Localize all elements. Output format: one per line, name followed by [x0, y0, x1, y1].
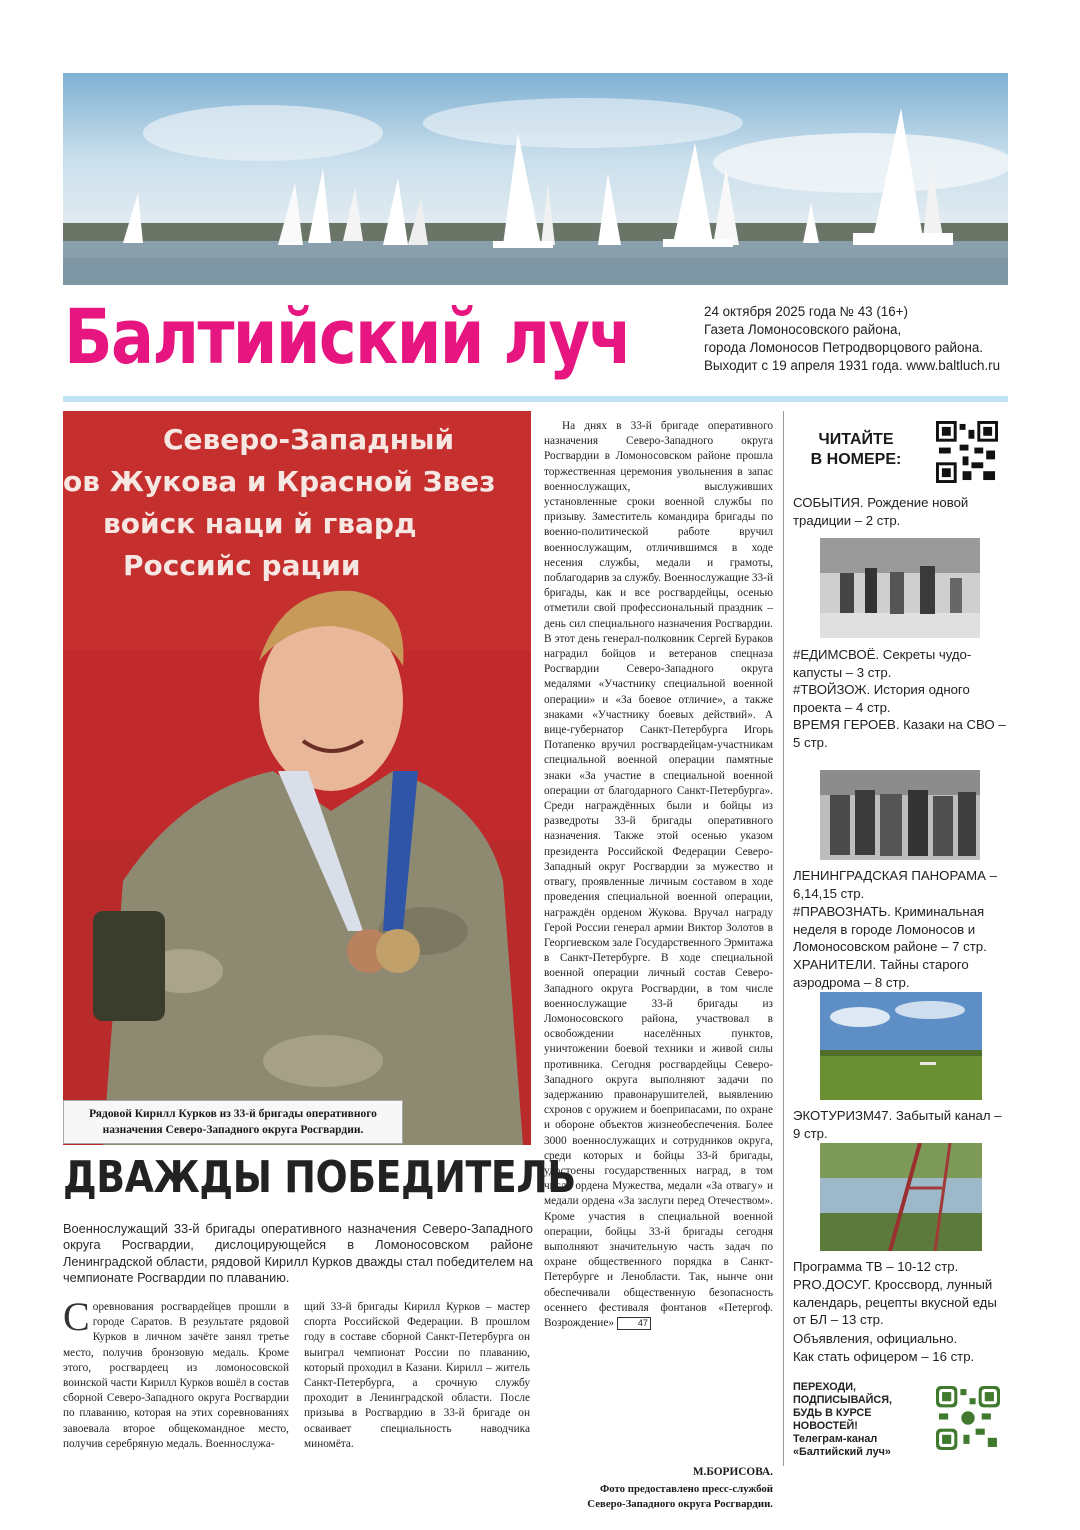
- newspaper-title: Балтийский луч: [64, 292, 631, 381]
- issue-date: 24 октября 2025 года № 43 (16+): [704, 304, 908, 319]
- telegram-promo: ПЕРЕХОДИ, ПОДПИСЫВАЙСЯ, БУДЬ В КУРСЕ НОВОСТЕЙ! Телеграм-канал «Балтийский луч»: [793, 1381, 892, 1458]
- sidebar-photo-canal: [820, 1143, 982, 1251]
- issue-desc-1: Газета Ломоносовского района,: [704, 322, 902, 337]
- photo-caption: Рядовой Кирилл Курков из 33-й бригады оперативного назначения Северо-Западного округа Росгвардии.: [63, 1100, 403, 1144]
- article-lead: Военнослужащий 33-й бригады оперативного назначения Северо-Западного округа Росгвардии, дислоцирующейся в Ломоносовском районе Ленинградской области, рядовой Кирилл Курков дважды стал победителем на чемпионате Росгвардии по плаванию.: [63, 1221, 533, 1286]
- sidebar-item-4: ВРЕМЯ ГЕРОЕВ. Казаки на СВО – 5 стр.: [793, 717, 1006, 750]
- sidebar-item-1: СОБЫТИЯ. Рождение новой традиции – 2 стр.: [793, 495, 969, 528]
- sidebar-item-7: ХРАНИТЕЛИ. Тайны старого аэродрома – 8 стр.: [793, 957, 969, 990]
- issue-info: [704, 303, 1014, 375]
- sidebar-photo-runners: [820, 538, 980, 638]
- masthead-photo-regatta: [63, 73, 1008, 285]
- dropcap: С: [63, 1294, 90, 1339]
- article-column-2: щий 33-й бригады Кирилл Курков – мастер спорта Российской Федерации. В прошлом году в составе сборной Санкт-Петербурга он выиграл чемпионат России по плаванию, который проходил в Казани. Кирилл – житель Санкт-Петербурга, а срочную службу проходит в Ленинградской области. После призыва в Росгвардию в 33-й бригаде он осваивает специальность наводчика миномёта.: [304, 1301, 530, 1450]
- article-author: М.БОРИСОВА.: [692, 1466, 773, 1478]
- article-column-3: На днях в 33-й бригаде оперативного назначения Северо-Западного округа Росгвардии в Ломоносовском районе прошла торжественная церемония увольнения в запас военнослужащих, выслуживших установленные сроки военной службы по призыву. Заместитель командира бригады по военно-политической работе вручил военнослужащим, отличившимся в ходе несения службы, медали и грамоты, поблагодарив за службу. Военнослужащие 33-й бригады, как и все росгвардейцы, осенью отметили свой профессиональный праздник – день сил специального назначения Росгвардии. В этот день генерал-полковник Сергей Бураков наградил бойцов и ветеранов спецназа Росгвардии Северо-Западного округа медалями «Участнику специальной военной операции» и «За боевое отличие», а также знаками «Участнику боевых действий». А вице-губернатор Санкт-Петербурга Игорь Потапенко вручил росгвардейцам-участникам специальной военной операции памятные знаки «За участие в специальной военной операции от благодарного Санкт-Петербурга». Среди награждённых были и бойцы из разведроты 33-й бригады оперативного назначения. Также этой осенью указом президента Российской Федерации Северо-Западный округ Росгвардии за мужество и отвагу, проявленные личным составом в ходе проведения специальной военной операции, награждён орденом Жукова. Вручал награду Герой России генерал армии Виктор Золотов в Георгиевском зале Государственного Эрмитажа в Санкт-Петербурге. В ходе специальной военной операции личный состав Северо-Западного округа Росгвардии, в том числе военнослужащие 33-й бригады из Ломоносовского района, участвовал в освобождении населённых пунктов, уничтожении боевой техники и живой силы противника. Сегодня росгвардейцы Северо-Западного округа выполняют задачи по задержанию правонарушителей, выявлению схронов с оружием и боеприпасами, по охране и обороне объектов жизнеобеспечения. Более 3000 военнослужащих и сотрудников округа, среди которых и бойцы 33-й бригады, удостоены государственных наград, в том числе ордена Мужества, медали «За отвагу» и медали ордена «За заслуги перед Отечеством». Кроме участия в специальной военной операции, бойцы 33-й бригады сегодня выполняют значительную часть задач по охране общественного порядка в Санкт-Петербурге и Ленобласти. Так, нынче они обеспечивали общественную безопасность осеннего фестиваля фонтанов «Петергоф. Возрождение» 47: [544, 420, 773, 1329]
- photo-credit: Фото предоставлено пресс-службой Северо-Западного округа Росгвардии.: [587, 1483, 773, 1510]
- issue-desc-3: Выходит с 19 апреля 1931 года. www.baltluch.ru: [704, 358, 1001, 373]
- masthead-divider: [63, 396, 1008, 402]
- sidebar-item-11: Объявления, официально.: [793, 1331, 958, 1346]
- sidebar-item-2: #ЕДИМСВОЁ. Секреты чудо-капусты – 3 стр.: [793, 647, 972, 680]
- sidebar-photo-cossacks: [820, 770, 980, 860]
- article-headline: ДВАЖДЫ ПОБЕДИТЕЛЬ: [63, 1152, 576, 1203]
- sidebar-item-9: Программа ТВ – 10-12 стр.: [793, 1259, 959, 1274]
- sidebar-item-8: ЭКОТУРИЗМ47. Забытый канал – 9 стр.: [793, 1108, 1002, 1141]
- column-divider: [783, 411, 784, 1466]
- telegram-qr-code-icon[interactable]: [936, 1386, 1000, 1450]
- sidebar-item-12: Как стать офицером – 16 стр.: [793, 1349, 975, 1364]
- sidebar-photo-airfield: [820, 992, 982, 1100]
- banner-text: Северо-Западный ов Жукова и Красной Звез войск наци й гвард Российс рации: [63, 423, 496, 582]
- main-photo-soldier: [63, 411, 531, 1145]
- sidebar-item-6: #ПРАВОЗНАТЬ. Криминальная неделя в городе Ломоносов и Ломоносовском районе – 7 стр.: [793, 904, 987, 954]
- sidebar-item-5: ЛЕНИНГРАДСКАЯ ПАНОРАМА – 6,14,15 стр.: [793, 868, 997, 901]
- article-column-1: Соревнования росгвардейцев прошли в городе Саратов. В результате рядовой Курков в личном зачёте занял третье место, получив бронзовую медаль. Кроме этого, росгвардеец из ломоносовской воинской части Кирилл Курков вошёл в состав сборной Северо-Западного округа Росгвардии по плаванию, которая на этих соревнованиях завоевала второе общекомандное место, получив серебряную медаль. Военнослужа-: [63, 1294, 289, 1450]
- region-badge: 47: [617, 1317, 651, 1330]
- sidebar-item-3: #ТВОЙЗОЖ. История одного проекта – 4 стр.: [793, 682, 970, 715]
- sidebar-item-10: PRO.ДОСУГ. Кроссворд, лунный календарь, рецепты вкусной еды от БЛ – 13 стр.: [793, 1277, 997, 1327]
- qr-code-icon[interactable]: [936, 421, 998, 483]
- issue-desc-2: города Ломоносов Петродворцового района.: [704, 340, 984, 355]
- sidebar-heading: ЧИТАЙТЕ В НОМЕРЕ:: [810, 431, 902, 468]
